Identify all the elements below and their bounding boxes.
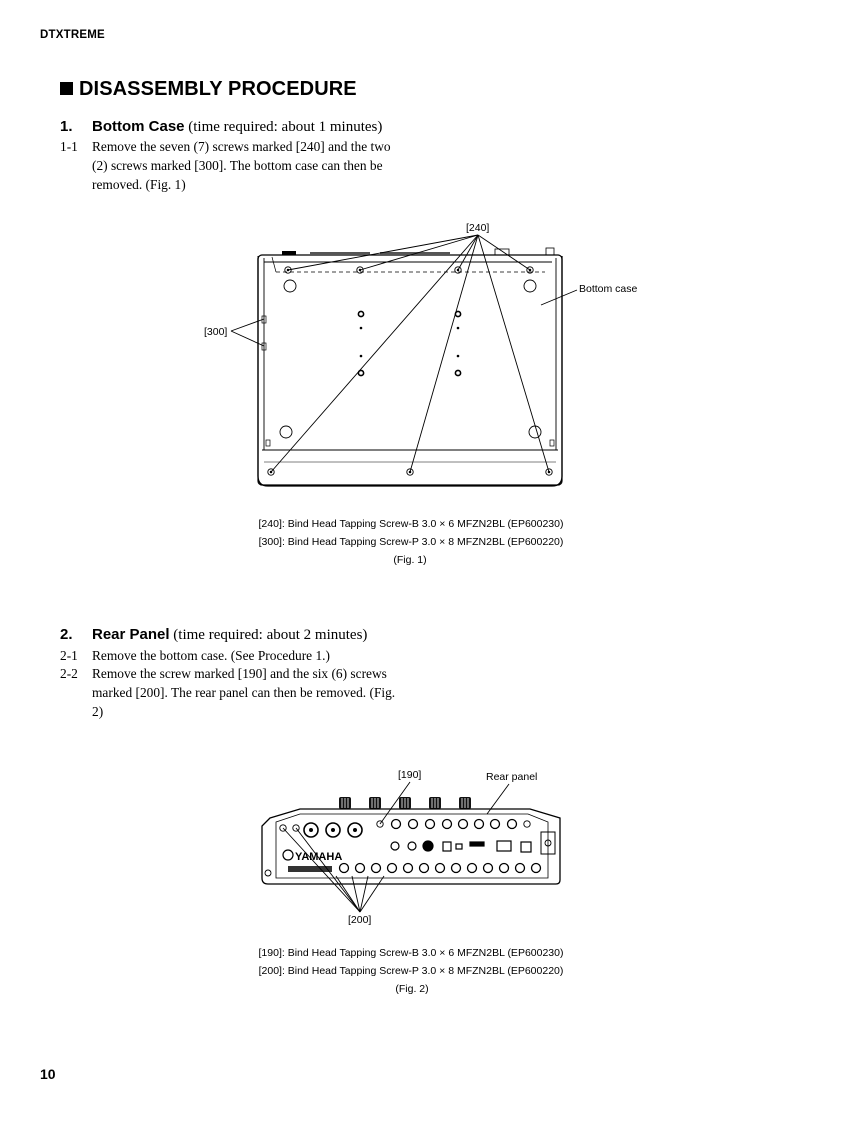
section-bullet-square [60, 82, 73, 95]
substep-2-1 [60, 646, 420, 666]
callout-300-leaders [231, 319, 264, 346]
substep-1-1 [60, 137, 420, 197]
substep-2-2-number: 2-2 [60, 666, 78, 681]
callout-240-leaders [271, 235, 549, 472]
substep-2-2 [60, 664, 420, 724]
substep-1-1-number: 1-1 [60, 139, 78, 154]
callout-190-label: [190] [398, 769, 422, 781]
yamaha-logo-icon [283, 850, 293, 860]
callout-200-label: [200] [348, 914, 372, 926]
step-1-time: (time required: about 1 minutes) [188, 119, 383, 135]
figure-1-label: (Fig. 1) [393, 554, 427, 566]
step-2-title [92, 626, 367, 644]
figure-2-caption-200: [200]: Bind Head Tapping Screw-P 3.0 × 8 MFZN2BL (EP600220) [258, 965, 564, 977]
page-number: 10 [40, 1066, 56, 1082]
figure-2-caption-190: [190]: Bind Head Tapping Screw-B 3.0 × 6 MFZN2BL (EP600230) [258, 947, 564, 959]
substep-2-1-number: 2-1 [60, 648, 78, 663]
section-title-text: DISASSEMBLY PROCEDURE [79, 78, 357, 100]
step-1-name: Bottom Case [92, 118, 185, 135]
step-1-number: 1. [60, 118, 73, 135]
page-header-model: DTXTREME [40, 29, 105, 41]
substep-2-1-text: Remove the bottom case. (See Procedure 1.) [92, 648, 330, 663]
step-2-name: Rear Panel [92, 626, 170, 643]
step-2-number: 2. [60, 626, 73, 643]
step-2-heading [60, 626, 460, 646]
step-1-title [92, 118, 382, 136]
figure-1-bottom-case [180, 215, 660, 495]
substep-2-2-text: Remove the screw marked [190] and the six (6) screws marked [200]. The rear panel can then be removed. (Fig. 2) [92, 666, 396, 719]
figure-1-caption-240: [240]: Bind Head Tapping Screw-B 3.0 × 6 MFZN2BL (EP600230) [258, 518, 564, 530]
rear-panel-brand: YAMAHA [295, 851, 343, 863]
figure-2-rear-panel [240, 760, 580, 930]
callout-240-label: [240] [466, 222, 490, 234]
figure-1-caption-300: [300]: Bind Head Tapping Screw-P 3.0 × 8 MFZN2BL (EP600220) [258, 536, 564, 548]
callout-bottom-case-label: Bottom case [579, 283, 638, 295]
callout-300-label: [300] [204, 326, 228, 338]
callout-rear-panel-label: Rear panel [486, 771, 538, 783]
section-title [60, 78, 357, 101]
step-2-time: (time required: about 2 minutes) [173, 627, 368, 643]
callout-bottom-case-leader [541, 290, 577, 305]
substep-1-1-text: Remove the seven (7) screws marked [240] and the two (2) screws marked [300]. The bottom case can then be removed. (Fig. 1) [92, 139, 391, 192]
step-1-heading [60, 118, 460, 138]
figure-2-label: (Fig. 2) [395, 983, 429, 995]
